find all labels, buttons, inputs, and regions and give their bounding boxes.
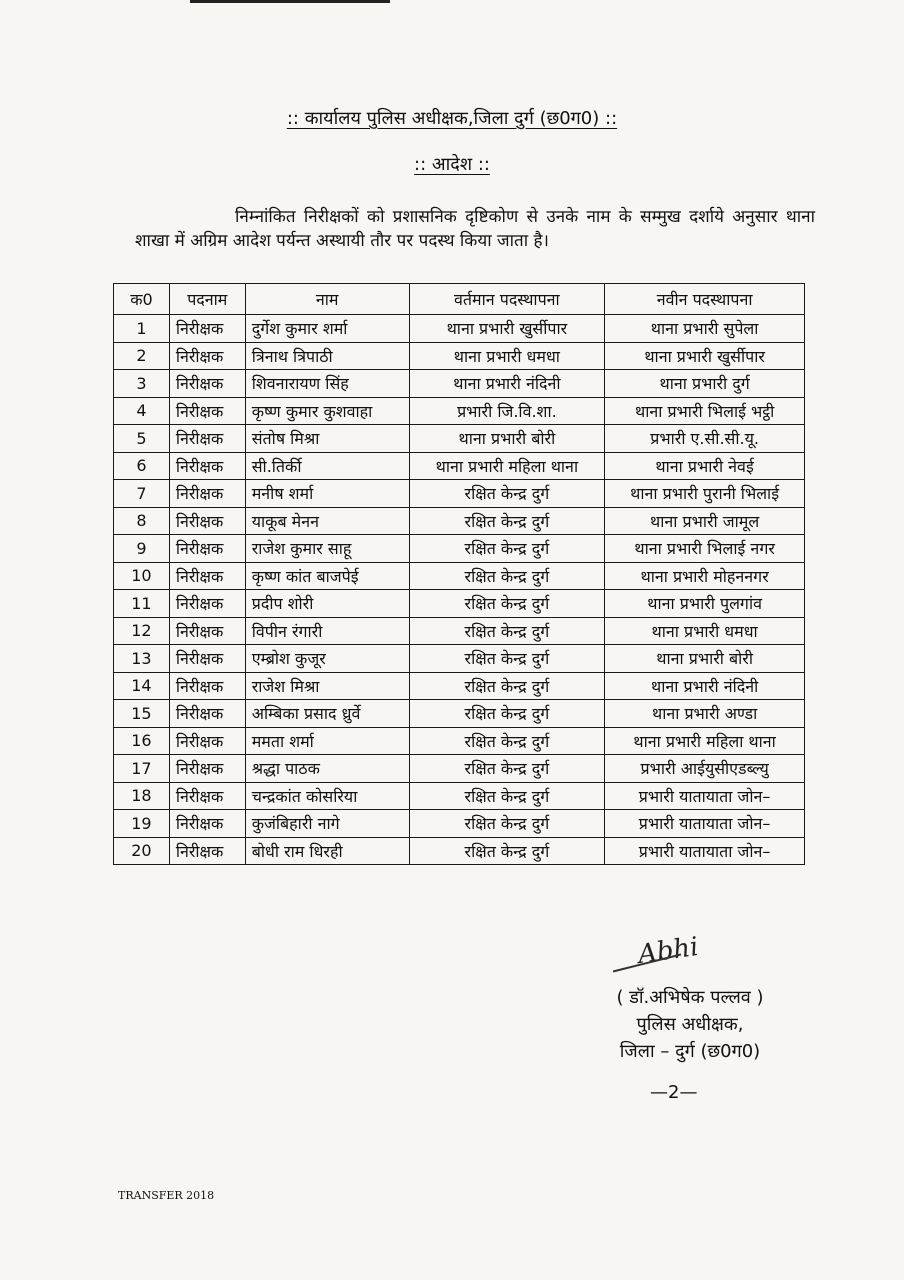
table-row <box>114 672 805 700</box>
cell-current-posting: रक्षित केन्द्र दुर्ग <box>409 810 605 838</box>
cell-new-posting: थाना प्रभारी धमधा <box>605 617 805 645</box>
cell-serial: 15 <box>114 700 170 728</box>
cell-name: कृष्ण कुमार कुशवाहा <box>245 397 409 425</box>
footer-label: TRANSFER 2018 <box>118 1189 215 1202</box>
cell-designation: निरीक्षक <box>169 810 245 838</box>
cell-serial: 10 <box>114 562 170 590</box>
cell-serial: 6 <box>114 452 170 480</box>
table-header-row <box>114 284 805 315</box>
table-row <box>114 507 805 535</box>
table-row <box>114 452 805 480</box>
transfer-table <box>113 283 805 865</box>
table-row <box>114 617 805 645</box>
cell-serial: 1 <box>114 315 170 343</box>
cell-name: विपीन रंगारी <box>245 617 409 645</box>
cell-serial: 9 <box>114 535 170 563</box>
cell-current-posting: रक्षित केन्द्र दुर्ग <box>409 617 605 645</box>
cell-serial: 13 <box>114 645 170 673</box>
cell-new-posting: थाना प्रभारी खुर्सीपार <box>605 342 805 370</box>
cell-current-posting: रक्षित केन्द्र दुर्ग <box>409 727 605 755</box>
cell-name: राजेश कुमार साहू <box>245 535 409 563</box>
cell-new-posting: थाना प्रभारी भिलाई भट्ठी <box>605 397 805 425</box>
cell-name: त्रिनाथ त्रिपाठी <box>245 342 409 370</box>
cell-name: राजेश मिश्रा <box>245 672 409 700</box>
signatory-designation: पुलिस अधीक्षक, <box>636 1014 744 1035</box>
cell-current-posting: थाना प्रभारी खुर्सीपार <box>409 315 605 343</box>
cell-serial: 18 <box>114 782 170 810</box>
cell-current-posting: रक्षित केन्द्र दुर्ग <box>409 590 605 618</box>
cell-designation: निरीक्षक <box>169 837 245 865</box>
cell-serial: 7 <box>114 480 170 508</box>
cell-designation: निरीक्षक <box>169 700 245 728</box>
cell-current-posting: रक्षित केन्द्र दुर्ग <box>409 700 605 728</box>
cell-designation: निरीक्षक <box>169 782 245 810</box>
cell-current-posting: रक्षित केन्द्र दुर्ग <box>409 672 605 700</box>
cell-designation: निरीक्षक <box>169 315 245 343</box>
table-row <box>114 480 805 508</box>
table-row <box>114 590 805 618</box>
table-row <box>114 700 805 728</box>
cell-designation: निरीक्षक <box>169 535 245 563</box>
col-header-current-posting: वर्तमान पदस्थापना <box>409 284 605 315</box>
cell-name: अम्बिका प्रसाद ध्रुर्वे <box>245 700 409 728</box>
cell-new-posting: प्रभारी ए.सी.सी.यू. <box>605 425 805 453</box>
cell-designation: निरीक्षक <box>169 480 245 508</box>
table-row <box>114 315 805 343</box>
cell-new-posting: प्रभारी यातायाता जोन– <box>605 782 805 810</box>
signatory-district: जिला – दुर्ग (छ0ग0) <box>619 1041 761 1062</box>
cell-serial: 11 <box>114 590 170 618</box>
cell-name: कृष्ण कांत बाजपेई <box>245 562 409 590</box>
cell-serial: 5 <box>114 425 170 453</box>
cell-new-posting: थाना प्रभारी बोरी <box>605 645 805 673</box>
cell-new-posting: थाना प्रभारी नेवई <box>605 452 805 480</box>
cell-new-posting: थाना प्रभारी पुलगांव <box>605 590 805 618</box>
col-header-new-posting: नवीन पदस्थापना <box>605 284 805 315</box>
cell-current-posting: रक्षित केन्द्र दुर्ग <box>409 645 605 673</box>
cell-current-posting: थाना प्रभारी धमधा <box>409 342 605 370</box>
cell-serial: 16 <box>114 727 170 755</box>
table-row <box>114 562 805 590</box>
table-body <box>114 315 805 865</box>
order-body-text: निम्नांकित निरीक्षकों को प्रशासनिक दृष्टिकोण से उनके नाम के सम्मुख दर्शाये अनुसार थाना शाखा में अग्रिम आदेश पर्यन्त अस्थायी तौर पर पदस्थ किया जाता है। <box>135 207 815 251</box>
cell-name: ममता शर्मा <box>245 727 409 755</box>
cell-name: चन्द्रकांत कोसरिया <box>245 782 409 810</box>
cell-current-posting: रक्षित केन्द्र दुर्ग <box>409 507 605 535</box>
cell-new-posting: थाना प्रभारी दुर्ग <box>605 370 805 398</box>
cell-new-posting: थाना प्रभारी पुरानी भिलाई <box>605 480 805 508</box>
table-row <box>114 425 805 453</box>
cell-new-posting: प्रभारी आईयुसीएडब्ल्यु <box>605 755 805 783</box>
cell-new-posting: थाना प्रभारी सुपेला <box>605 315 805 343</box>
table-row <box>114 837 805 865</box>
table-row <box>114 645 805 673</box>
signature-block <box>540 984 840 1065</box>
table-row <box>114 782 805 810</box>
cell-new-posting: थाना प्रभारी महिला थाना <box>605 727 805 755</box>
cell-name: एम्ब्रोश कुजूर <box>245 645 409 673</box>
cell-serial: 14 <box>114 672 170 700</box>
table-row <box>114 727 805 755</box>
cell-name: कुजंबिहारी नागे <box>245 810 409 838</box>
cell-serial: 17 <box>114 755 170 783</box>
cell-current-posting: थाना प्रभारी महिला थाना <box>409 452 605 480</box>
cell-serial: 19 <box>114 810 170 838</box>
cell-current-posting: रक्षित केन्द्र दुर्ग <box>409 782 605 810</box>
cell-serial: 20 <box>114 837 170 865</box>
signatory-name: ( डॉ.अभिषेक पल्लव ) <box>616 987 764 1008</box>
cell-serial: 12 <box>114 617 170 645</box>
cell-current-posting: थाना प्रभारी बोरी <box>409 425 605 453</box>
cell-name: दुर्गेश कुमार शर्मा <box>245 315 409 343</box>
cell-name: प्रदीप शोरी <box>245 590 409 618</box>
cell-new-posting: थाना प्रभारी जामूल <box>605 507 805 535</box>
table-row <box>114 535 805 563</box>
cell-name: मनीष शर्मा <box>245 480 409 508</box>
cell-name: याकूब मेनन <box>245 507 409 535</box>
cell-current-posting: रक्षित केन्द्र दुर्ग <box>409 755 605 783</box>
table-row <box>114 397 805 425</box>
cell-serial: 2 <box>114 342 170 370</box>
cell-designation: निरीक्षक <box>169 425 245 453</box>
cell-current-posting: रक्षित केन्द्र दुर्ग <box>409 480 605 508</box>
cell-new-posting: प्रभारी यातायाता जोन– <box>605 837 805 865</box>
top-edge-rule <box>190 0 390 3</box>
cell-current-posting: रक्षित केन्द्र दुर्ग <box>409 535 605 563</box>
col-header-serial: क0 <box>114 284 170 315</box>
col-header-name: नाम <box>245 284 409 315</box>
cell-serial: 8 <box>114 507 170 535</box>
table-row <box>114 370 805 398</box>
cell-current-posting: प्रभारी जि.वि.शा. <box>409 397 605 425</box>
cell-current-posting: रक्षित केन्द्र दुर्ग <box>409 837 605 865</box>
cell-designation: निरीक्षक <box>169 590 245 618</box>
cell-name: श्रद्धा पाठक <box>245 755 409 783</box>
cell-designation: निरीक्षक <box>169 397 245 425</box>
cell-designation: निरीक्षक <box>169 370 245 398</box>
table-row <box>114 342 805 370</box>
cell-current-posting: थाना प्रभारी नंदिनी <box>409 370 605 398</box>
col-header-designation: पदनाम <box>169 284 245 315</box>
cell-new-posting: प्रभारी यातायाता जोन– <box>605 810 805 838</box>
cell-new-posting: थाना प्रभारी भिलाई नगर <box>605 535 805 563</box>
cell-designation: निरीक्षक <box>169 342 245 370</box>
cell-designation: निरीक्षक <box>169 507 245 535</box>
cell-designation: निरीक्षक <box>169 727 245 755</box>
cell-designation: निरीक्षक <box>169 672 245 700</box>
signature-scrawl: Abhi <box>636 931 701 971</box>
office-heading: :: कार्यालय पुलिस अधीक्षक,जिला दुर्ग (छ0ग0) :: <box>286 108 618 129</box>
cell-name: संतोष मिश्रा <box>245 425 409 453</box>
cell-new-posting: थाना प्रभारी अण्डा <box>605 700 805 728</box>
cell-new-posting: थाना प्रभारी नंदिनी <box>605 672 805 700</box>
cell-new-posting: थाना प्रभारी मोहननगर <box>605 562 805 590</box>
cell-serial: 4 <box>114 397 170 425</box>
cell-name: शिवनारायण सिंह <box>245 370 409 398</box>
page-number: —2— <box>650 1082 698 1103</box>
cell-current-posting: रक्षित केन्द्र दुर्ग <box>409 562 605 590</box>
cell-designation: निरीक्षक <box>169 645 245 673</box>
cell-designation: निरीक्षक <box>169 617 245 645</box>
cell-designation: निरीक्षक <box>169 755 245 783</box>
table-row <box>114 810 805 838</box>
cell-serial: 3 <box>114 370 170 398</box>
cell-name: सी.तिर्की <box>245 452 409 480</box>
cell-name: बोधी राम धिरही <box>245 837 409 865</box>
cell-designation: निरीक्षक <box>169 562 245 590</box>
order-heading: :: आदेश :: <box>414 154 490 175</box>
cell-designation: निरीक्षक <box>169 452 245 480</box>
table-row <box>114 755 805 783</box>
